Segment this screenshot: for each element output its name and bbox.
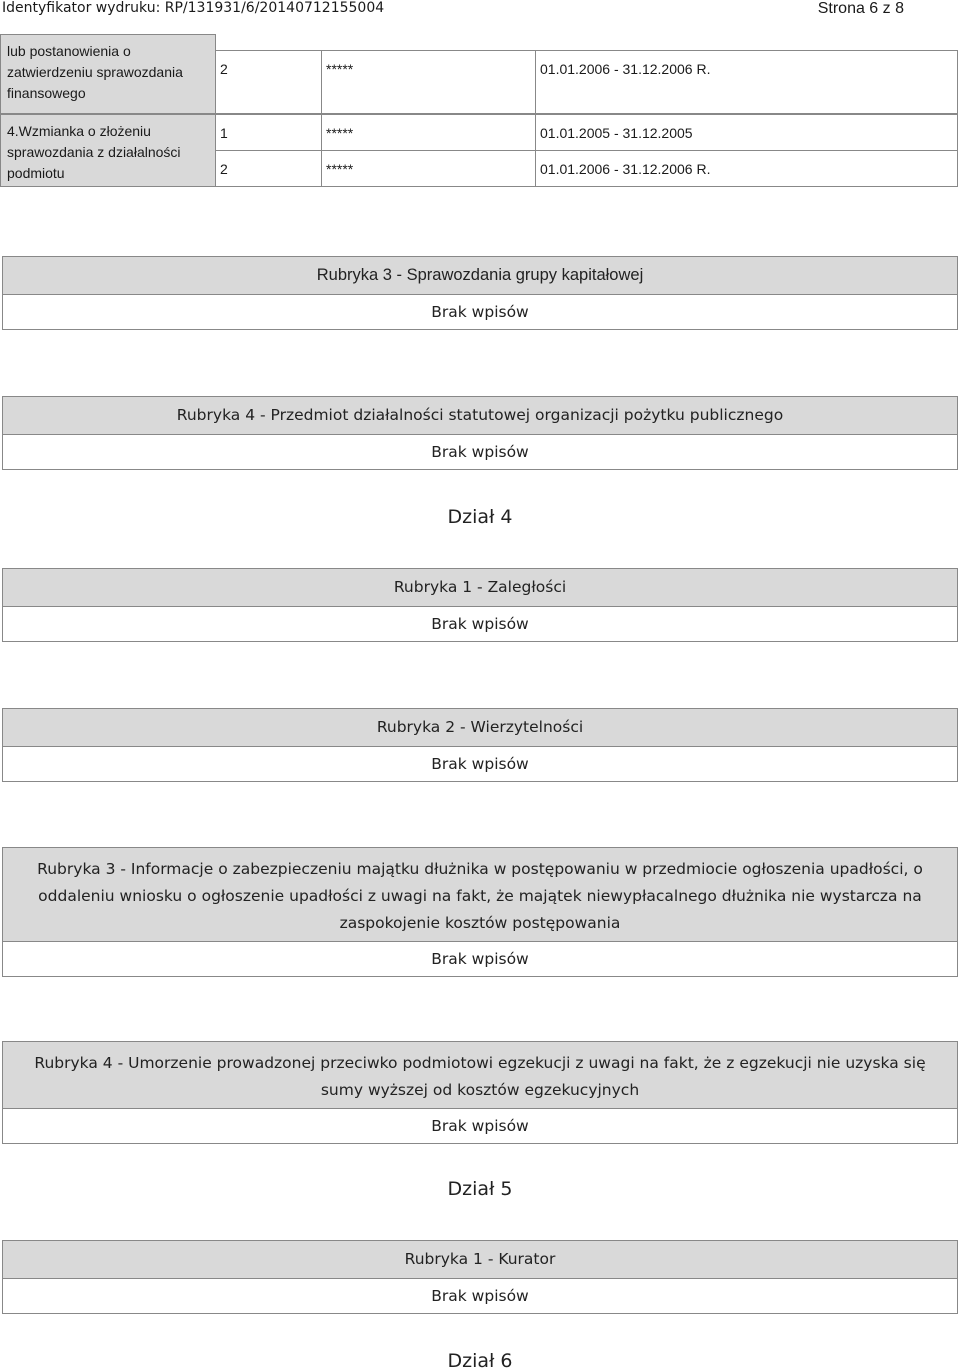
section-title: Rubryka 3 - Informacje o zabezpieczeniu majątku dłużnika w postępowaniu w przedmiocie ogłoszenia upadłości, o oddaleniu wniosku o ogłoszenie upadłości z uwagi na fakt, że majątek niewypłacalnego dłużnika nie wystarcza na zaspokojenie kosztów postępowania (3, 848, 957, 942)
section-title: Rubryka 4 - Umorzenie prowadzonej przeciwko podmiotowi egzekucji z uwagi na fakt, że z egzekucji nie uzyska się sumy wyższej od kosztów egzekucyjnych (3, 1042, 957, 1109)
section-rubryka-3-sprawozdania (2, 256, 958, 330)
section-rubryka-4-umorzenie (2, 1041, 958, 1144)
registry-entry-row (215, 150, 958, 187)
entry-period: 01.01.2006 - 31.12.2006 R. (540, 61, 711, 77)
registry-label-cell: 4.Wzmianka o złożeniu sprawozdania z działalności podmiotu (0, 114, 216, 187)
dzial-6-heading: Dział 6 (447, 1350, 513, 1372)
section-body: Brak wpisów (3, 942, 957, 976)
section-title: Rubryka 2 - Wierzytelności (3, 709, 957, 747)
section-rubryka-4-przedmiot (2, 396, 958, 470)
section-title: Rubryka 3 - Sprawozdania grupy kapitałowej (3, 257, 957, 295)
entry-stars: ***** (322, 115, 536, 150)
section-rubryka-1-kurator (2, 1240, 958, 1314)
section-body: Brak wpisów (3, 1279, 957, 1313)
section-title: Rubryka 1 - Kurator (3, 1241, 957, 1279)
registry-entry-row (215, 114, 958, 151)
dzial-5-heading: Dział 5 (447, 1178, 513, 1200)
registry-entry-row (215, 50, 958, 114)
print-header (0, 0, 960, 18)
section-body: Brak wpisów (3, 1109, 957, 1143)
entry-number: 1 (216, 115, 322, 150)
section-body: Brak wpisów (3, 295, 957, 329)
section-title: Rubryka 4 - Przedmiot działalności statutowej organizacji pożytku publicznego (3, 397, 957, 435)
section-body: Brak wpisów (3, 747, 957, 781)
section-rubryka-1-zaleglosci (2, 568, 958, 642)
section-rubryka-3-informacje (2, 847, 958, 977)
section-body: Brak wpisów (3, 435, 957, 469)
dzial-4-heading: Dział 4 (447, 506, 513, 528)
entry-stars: ***** (322, 51, 536, 113)
section-rubryka-2-wierzytelnosci (2, 708, 958, 782)
section-title: Rubryka 1 - Zaległości (3, 569, 957, 607)
entry-period: 01.01.2005 - 31.12.2005 (540, 125, 693, 141)
entry-number: 2 (216, 51, 322, 113)
section-body: Brak wpisów (3, 607, 957, 641)
registry-label-cell: lub postanowienia o zatwierdzeniu sprawozdania finansowego (0, 34, 216, 114)
print-identifier: Identyfikator wydruku: RP/131931/6/20140712155004 (2, 0, 385, 16)
entry-stars: ***** (322, 151, 536, 186)
entry-period: 01.01.2006 - 31.12.2006 R. (540, 161, 711, 177)
entry-number: 2 (216, 151, 322, 186)
page-number: Strona 6 z 8 (817, 0, 904, 17)
